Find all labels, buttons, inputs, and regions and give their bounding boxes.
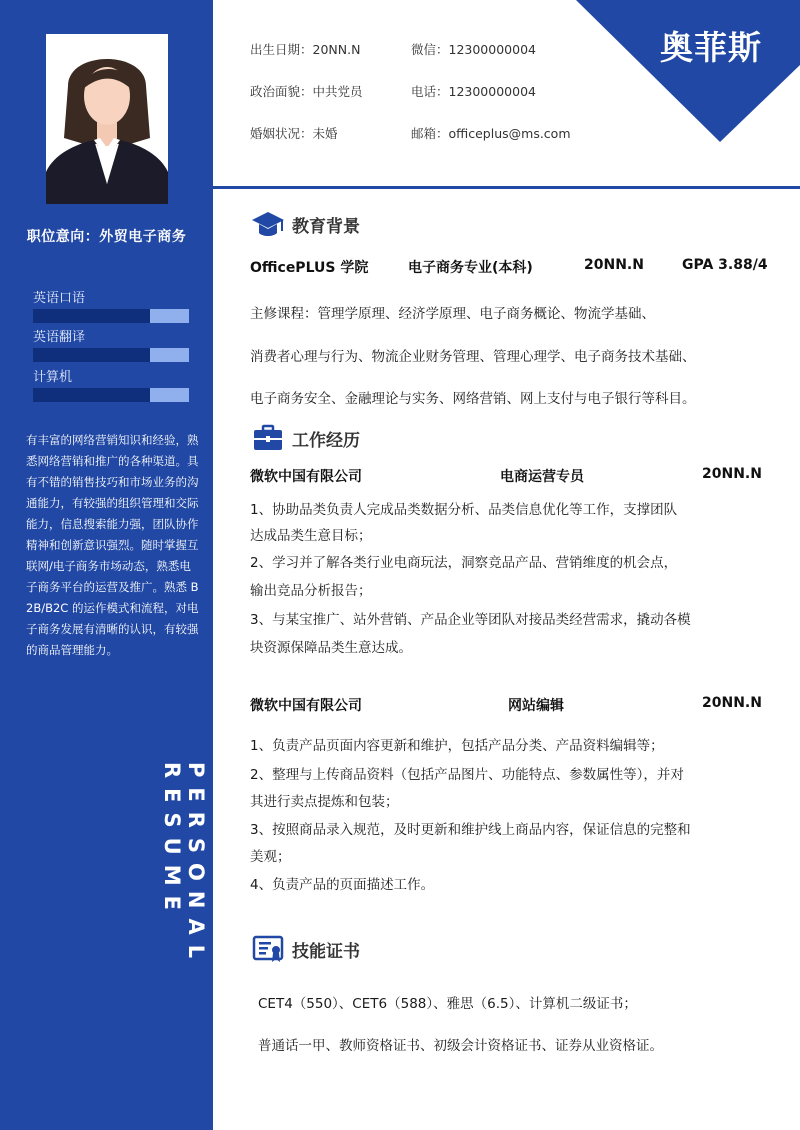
self-summary: 有丰富的网络营销知识和经验，熟悉网络营销和推广的各种渠道。具有不错的销售技巧和市场业务的沟通能力，有较强的组织管理和交际能力，信息搜索能力强，团队协作精神和创新意识强烈。随时掌握互联网/电子商务市场动态，熟悉电子商务平台的运营及推广。熟悉 B2B/B2C 的运作模式和流程，对电子商务发展有清晰的认识，有较强的商品管理能力。	[26, 433, 199, 657]
certificate-icon	[250, 931, 286, 967]
info-birth: 出生日期：20NN.N	[250, 42, 361, 57]
section-certs-title	[250, 931, 360, 967]
skill-bar	[33, 309, 189, 323]
skill-bar	[33, 348, 189, 362]
avatar-photo	[46, 34, 168, 204]
info-marital: 婚姻状况：未婚	[250, 126, 338, 141]
skill-label: 英语口语	[33, 291, 86, 306]
section-education-title	[250, 206, 360, 242]
job-duty-line: 美观；	[250, 849, 291, 865]
job-duty-line: 输出竞品分析报告；	[250, 583, 372, 599]
briefcase-icon	[250, 420, 286, 456]
skill-item-spoken-english	[33, 287, 189, 323]
info-phone: 电话：12300000004	[411, 84, 536, 99]
job-duty-line: 其进行卖点提炼和包装；	[250, 794, 399, 810]
skill-item-computer	[33, 366, 189, 402]
major: 电子商务专业(本科)	[408, 260, 533, 276]
job-intent: 职位意向：外贸电子商务	[26, 229, 187, 245]
skill-bar-fill	[33, 348, 150, 362]
job-duty-line: 3、按照商品录入规范，及时更新和维护线上商品内容，保证信息的完整和	[250, 822, 691, 838]
skill-item-translation	[33, 326, 189, 362]
job-date: 20NN.N	[702, 695, 762, 711]
section-label: 技能证书	[292, 941, 360, 962]
info-wechat: 微信：12300000004	[411, 42, 536, 57]
job-position: 电商运营专员	[500, 469, 584, 485]
cert-line: CET4（550）、CET6（588）、雅思（6.5）、计算机二级证书；	[258, 996, 637, 1012]
header-divider	[213, 186, 800, 189]
section-work-title	[250, 420, 360, 456]
job-duty-line: 块资源保障品类生意达成。	[250, 640, 412, 656]
course-line: 主修课程：管理学原理、经济学原理、电子商务概论、物流学基础、	[250, 306, 655, 322]
skill-bar	[33, 388, 189, 402]
section-label: 教育背景	[292, 216, 360, 237]
course-line: 消费者心理与行为、物流企业财务管理、管理心理学、电子商务技术基础、	[250, 349, 696, 365]
name-banner	[576, 0, 800, 142]
info-political: 政治面貌：中共党员	[250, 84, 363, 99]
job-company: 微软中国有限公司	[250, 698, 362, 714]
job-duty-line: 2、整理与上传商品资料（包括产品图片、功能特点、参数属性等），并对	[250, 767, 684, 783]
gpa: GPA 3.88/4	[682, 257, 768, 273]
education-date: 20NN.N	[584, 257, 644, 273]
info-email[interactable]: 邮箱：officeplus@ms.com	[411, 126, 571, 141]
skill-label: 英语翻译	[33, 330, 86, 345]
job-date: 20NN.N	[702, 466, 762, 482]
sidebar	[0, 0, 213, 1130]
job-duty-line: 达成品类生意目标；	[250, 528, 372, 544]
job-duty-line: 2、学习并了解各类行业电商玩法，洞察竞品产品、营销维度的机会点，	[250, 555, 678, 571]
job-duty-line: 1、协助品类负责人完成品类数据分析、品类信息优化等工作，支撑团队	[250, 502, 678, 518]
job-position: 网站编辑	[508, 698, 564, 714]
course-line: 电子商务安全、金融理论与实务、网络营销、网上支付与电子银行等科目。	[250, 391, 696, 407]
job-duty-line: 4、负责产品的页面描述工作。	[250, 877, 435, 893]
skill-bar-fill	[33, 388, 150, 402]
school-name: OfficePLUS 学院	[250, 260, 369, 276]
cert-line: 普通话一甲、教师资格证书、初级会计资格证书、证券从业资格证。	[258, 1038, 663, 1054]
graduation-cap-icon	[250, 206, 286, 242]
skill-label: 计算机	[33, 370, 73, 385]
skill-bar-fill	[33, 309, 150, 323]
section-label: 工作经历	[292, 430, 360, 451]
avatar	[46, 34, 168, 204]
job-duty-line: 1、负责产品页面内容更新和维护，包括产品分类、产品资料编辑等；	[250, 738, 664, 754]
personal-resume-title: PERSONAL RESUME	[160, 762, 208, 969]
candidate-name: 奥菲斯	[660, 28, 762, 67]
job-duty-line: 3、与某宝推广、站外营销、产品企业等团队对接品类经营需求，撬动各模	[250, 612, 691, 628]
job-company: 微软中国有限公司	[250, 469, 362, 485]
